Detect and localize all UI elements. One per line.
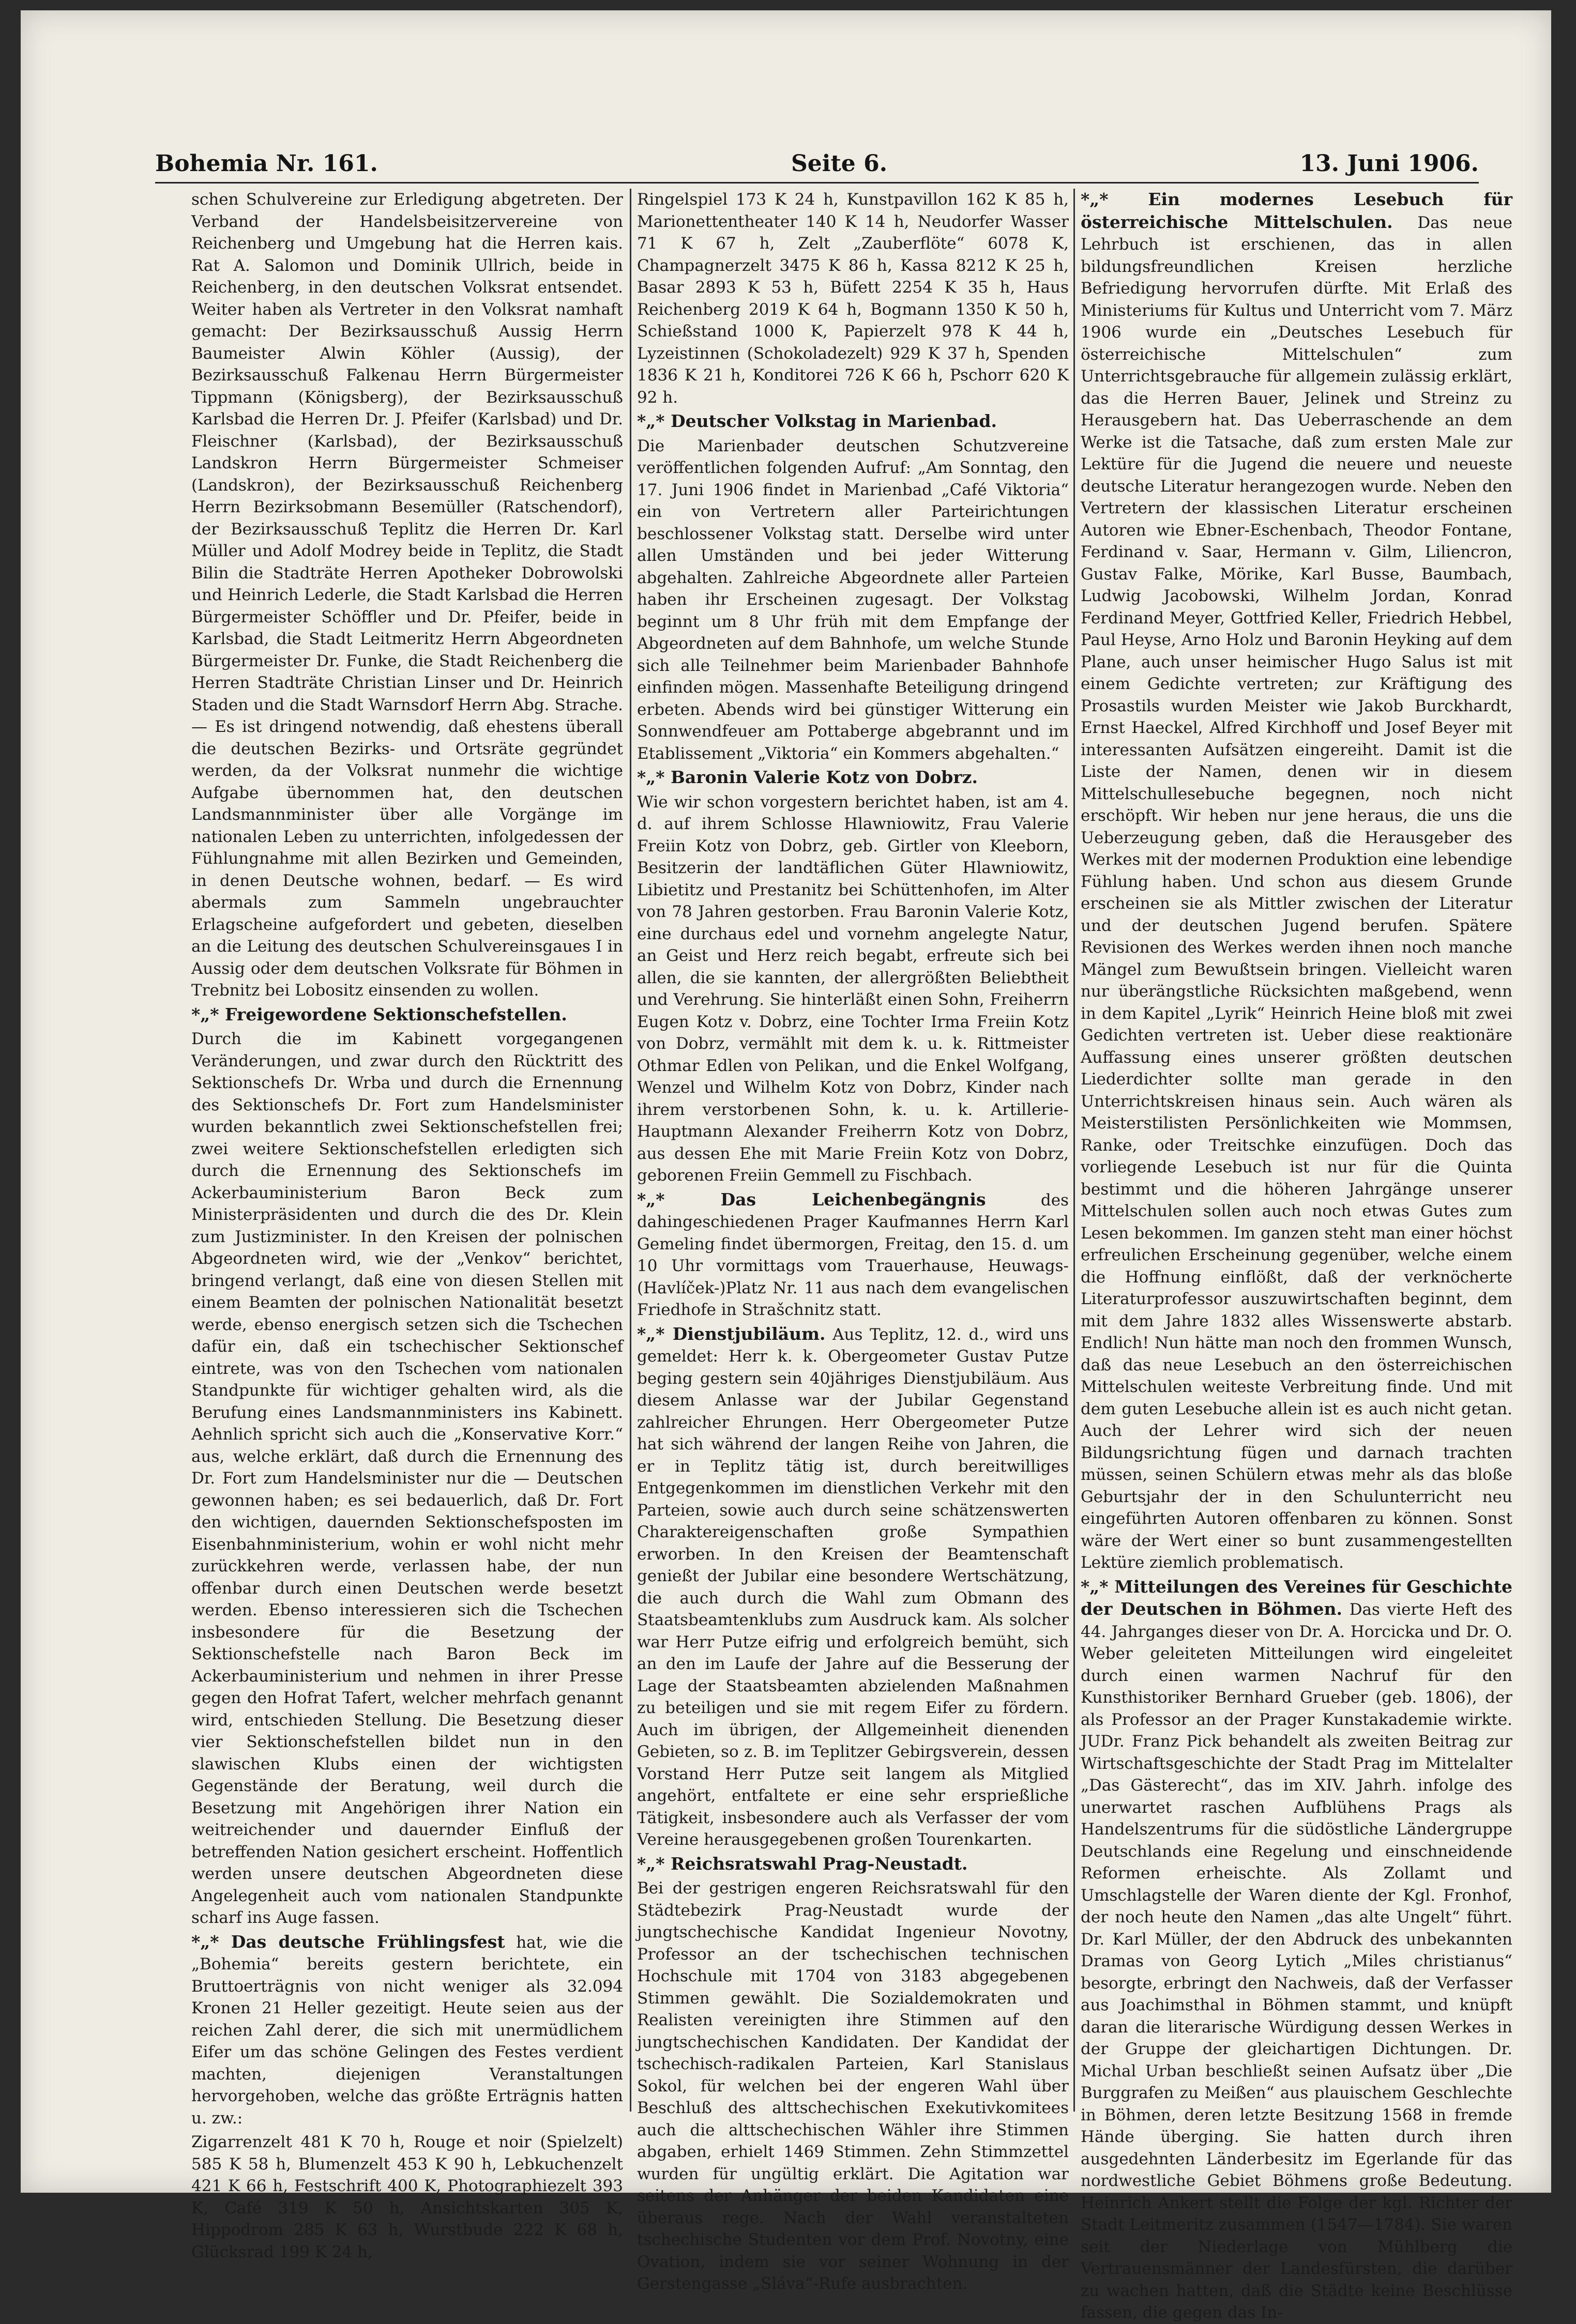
- article-paragraph: Aus Teplitz, 12. d., wird uns gemeldet: Herr k. k. Obergeometer Gustav Putze beging gestern sein 40jähriges Dienstjubiläum. Aus diesem Anlasse war der Jubilar Gegenstand zahlreicher Ehrungen. Herr Obergeometer Putze hat sich während der langen Reihe von Jahren, die er in Teplitz tätig ist, durch bereitwilliges Entgegenkommen im dienstlichen Verkehr mit den Parteien, sowie auch durch seine schätzenswerten Charaktereigenschaften große Sympathien erworben. In den Kreisen der Beamtenschaft genießt der Jubilar eine besondere Wertschätzung, die auch durch die Wahl zum Obmann des Staatsbeamtenklubs zum Ausdruck kam. Als solcher war Herr Putze eifrig und erfolgreich bemüht, sich an den im Laufe der Jahre auf die Besserung der Lage der Staatsbeamten abzielenden Maßnahmen zu beteiligen und sie mit regem Eifer zu fördern. Auch im übrigen, der Allgemeinheit dienenden Gebieten, so z. B. im Teplitzer Gebirgsverein, dessen Vorstand Herr Putze seit langem als Mitglied angehört, entfaltete er eine sehr ersprießliche Tätigkeit, insbesondere auch als Verfasser der vom Vereine herausgegebenen großen Tourenkarten.: [637, 1325, 1069, 1849]
- column-1: [191, 189, 623, 2261]
- article-heading: *„* Dienstjubiläum.: [637, 1323, 826, 1344]
- column-3: [1081, 189, 1512, 2322]
- article-paragraph: Das neue Lehrbuch ist erschienen, das in allen bildungsfreundlichen Kreisen herzliche Befriedigung hervorrufen dürfte. Mit Erlaß des Ministeriums für Kultus und Unterricht vom 7. März 1906 wurde ein „Deutsches Lesebuch für österreichische Mittelschulen“ zum Unterrichtsgebrauche für allgemein zulässig erklärt, das die Herren Bauer, Jelinek und Streinz zu Herausgebern hat. Das Ueberraschende an dem Werke ist die Tatsache, daß zum ersten Male zur Lektüre für die Jugend die neuere und neueste deutsche Literatur herangezogen wurde. Neben den Vertretern der klassischen Literatur erscheinen Autoren wie Ebner-Eschenbach, Theodor Fontane, Ferdinand v. Saar, Hermann v. Gilm, Liliencron, Gustav Falke, Mörike, Karl Busse, Baumbach, Ludwig Jacobowski, Wilhelm Jordan, Konrad Ferdinand Meyer, Gottfried Keller, Friedrich Hebbel, Paul Heyse, Arno Holz und Baronin Heyking auf dem Plane, auch unser heimischer Hugo Salus ist mit einem Gedichte vertreten; zur Kräftigung des Prosastils wurden Meister wie Jakob Burckhardt, Ernst Haeckel, Alfred Kirchhoff und Josef Beyer mit interessanten Aufsätzen eingereiht. Damit ist die Liste der Namen, denen wir in diesem Mittelschullesebuche begegnen, noch nicht erschöpft. Wir heben nur jene heraus, die uns die Ueberzeugung geben, daß die Herausgeber des Werkes mit der modernen Produktion eine lebendige Fühlung haben. Und schon aus diesem Grunde erscheinen sie als Mittler zwischen der Literatur und der deutschen Jugend berufen. Spätere Revisionen des Werkes werden ihnen noch manche Mängel zum Bewußtsein bringen. Vielleicht waren nur überängstliche Rücksichten maßgebend, wenn in dem Kapitel „Lyrik“ Heinrich Heine bloß mit zwei Gedichten vertreten ist. Ueber diese reaktionäre Auffassung eines unserer größten deutschen Liederdichter sollte man gerade in den Unterrichtskreisen hinaus sein. Auch wären als Meisterstilisten Persönlichkeiten wie Mommsen, Ranke, oder Treitschke einzufügen. Doch das vorliegende Lesebuch ist nur für die Quinta bestimmt und die höheren Jahrgänge unserer Mittelschulen sollen auch noch etwas Gutes zum Lesen bekommen. Im ganzen steht man einer höchst erfreulichen Erscheinung gegenüber, welche einem die Hoffnung einflößt, daß der verknöcherte Literaturprofessor auszuwirtschaften beginnt, dem mit dem Jahre 1832 alles Wissenswerte abstarb. Endlich! Nun hätte man noch den frommen Wunsch, daß das neue Lesebuch an den österreichischen Mittelschulen weiteste Verbreitung finde. Und mit dem guten Lesebuche allein ist es auch nicht getan. Auch der Lehrer wird sich der neuen Bildungsrichtung fügen und darnach trachten müssen, seinen Schülern etwas mehr als das bloße Geburtsjahr der in den Schulunterricht neu eingeführten Autoren offenbaren zu können. Sonst wäre der Wert einer so bunt zusammengestellten Lektüre ziemlich problematisch.: [1081, 213, 1512, 1572]
- article-heading: *„* Baronin Valerie Kotz von Dobrz.: [637, 767, 978, 787]
- masthead-issue: Bohemia Nr. 161.: [155, 150, 378, 177]
- column-divider: [630, 189, 631, 2112]
- article-heading: *„* Freigewordene Sektionschefstellen.: [191, 1004, 567, 1025]
- article-heading: *„* Deutscher Volkstag in Marienbad.: [637, 411, 997, 431]
- issue-date: 13. Juni 1906.: [1299, 150, 1479, 177]
- article-paragraph: schen Schulvereine zur Erledigung abgetreten. Der Verband der Handelsbeisitzervereine von Reichenberg und Umgebung hat die Herren kais. Rat A. Salomon und Dominik Ullrich, beide in Reichenberg, in den deutschen Volksrat entsendet. Weiter haben als Vertreter in den Volksrat namhaft gemacht: Der Bezirksausschuß Aussig Herrn Baumeister Alwin Köhler (Aussig), der Bezirksausschuß Falkenau Herrn Bürgermeister Tippmann (Königsberg), der Bezirksausschuß Karlsbad die Herren Dr. J. Pfeifer (Karlsbad) und Dr. Fleischner (Karlsbad), der Bezirksausschuß Landskron Herrn Bürgermeister Schmeiser (Landskron), der Bezirksausschuß Reichenberg Herrn Bezirksobmann Besemüller (Ratschendorf), der Bezirksausschuß Teplitz die Herren Dr. Karl Müller und Adolf Modrey beide in Teplitz, die Stadt Bilin die Stadträte Herren Apotheker Dobrowolski und Heinrich Lederle, die Stadt Karlsbad die Herren Bürgermeister Schöffler und Dr. Pfeifer, beide in Karlsbad, die Stadt Leitmeritz Herrn Abgeordneten Bürgermeister Dr. Funke, die Stadt Reichenberg die Herren Stadträte Christian Linser und Dr. Heinrich Staden und die Stadt Warnsdorf Herrn Abg. Strache. — Es ist dringend notwendig, daß ehestens überall die deutschen Bezirks- und Ortsräte gegründet werden, da der Volksrat nunmehr die wichtige Aufgabe übernommen hat, den deutschen Landsmannminister über alle Vorgänge im nationalen Leben zu unterrichten, infolgedessen der Fühlungnahme mit allen Bezirken und Gemeinden, in denen Deutsche wohnen, bedarf. — Es wird abermals zum Sammeln ungebrauchter Erlagscheine aufgefordert und gebeten, dieselben an die Leitung des deutschen Schulvereinsgaues I in Aussig oder dem deutschen Volksrate für Böhmen in Trebnitz bei Lobositz einsenden zu wollen.: [191, 190, 623, 1000]
- page-header: [155, 146, 1479, 184]
- page-number: Seite 6.: [791, 150, 888, 177]
- article-paragraph: Ringelspiel 173 K 24 h, Kunstpavillon 162 K 85 h, Marionettentheater 140 K 14 h, Neudorfer Wasser 71 K 67 h, Zelt „Zauberflöte“ 6078 K, Champagnerzelt 3475 K 86 h, Kassa 8212 K 25 h, Basar 2893 K 53 h, Büfett 2254 K 35 h, Haus Reichenberg 2019 K 64 h, Bogmann 1350 K 50 h, Schießstand 1000 K, Papierzelt 978 K 44 h, Lyzeistinnen (Schokoladezelt) 929 K 37 h, Spenden 1836 K 21 h, Konditorei 726 K 66 h, Pschorr 620 K 92 h.: [637, 190, 1069, 407]
- article-heading: *„* Das Leichenbegängnis: [637, 1189, 986, 1210]
- column-2: [637, 189, 1069, 2293]
- article-paragraph: hat, wie die „Bohemia“ bereits gestern berichtete, ein Bruttoerträgnis von nicht weniger als 32.094 Kronen 21 Heller gezeitigt. Heute seien aus der reichen Zahl derer, die sich mit unermüdlichem Eifer um das schöne Gelingen des Festes verdient machten, diejenigen Veranstaltungen hervorgehoben, welche das größte Erträgnis hatten u. zw.:: [191, 1933, 623, 2128]
- article-paragraph: Bei der gestrigen engeren Reichsratswahl für den Städtebezirk Prag-Neustadt wurde der jungtschechische Kandidat Ingenieur Novotny, Professor an der tschechischen technischen Hochschule mit 1704 von 3183 abgegebenen Stimmen gewählt. Die Sozialdemokraten und Realisten vereinigten ihre Stimmen auf den jungtschechischen Kandidaten. Der Kandidat der tschechisch-radikalen Parteien, Karl Stanislaus Sokol, für welchen bei der engeren Wahl über Beschluß des alttschechischen Exekutivkomitees auch die alttschechischen Wähler ihre Stimmen abgaben, erhielt 1469 Stimmen. Zehn Stimmzettel wurden für ungültig erklärt. Die Agitation war seitens der Anhänger der beiden Kandidaten eine überaus rege. Nach der Wahl veranstalteten tschechische Studenten vor dem Prof. Novotny, eine Ovation, indem sie vor seiner Wohnung in der Gerstengasse „Sláva“-Rufe ausbrachten.: [637, 1879, 1069, 2293]
- column-divider: [1073, 189, 1075, 2112]
- article-paragraph: Das vierte Heft des 44. Jahrganges dieser von Dr. A. Horcicka und Dr. O. Weber geleiteten Mitteilungen wird eingeleitet durch einen warmen Nachruf für den Kunsthistoriker Bernhard Grueber (geb. 1806), der als Professor an der Prager Kunstakademie wirkte. JUDr. Franz Pick behandelt als zweiten Beitrag zur Wirtschaftsgeschichte der Stadt Prag im Mittelalter „Das Gästerecht“, das im XIV. Jahrh. infolge des unerwartet raschen Aufblühens Prags als Handelszentrums für die südöstliche Ländergruppe Deutschlands eine Regelung und einschneidende Reformen erheischte. Als Zollamt und Umschlagstelle der Waren diente der Kgl. Fronhof, der noch heute den Namen „das alte Ungelt“ führt. Dr. Karl Müller, der den Abdruck des unbekannten Dramas von Georg Lytich „Miles christianus“ besorgte, erbringt den Nachweis, daß der Verfasser aus Joachimsthal in Böhmen stammt, und knüpft daran die literarische Würdigung dessen Werkes in der Gruppe der gleichartigen Dichtungen. Dr. Michal Urban beschließt seinen Aufsatz über „Die Burggrafen zu Meißen“ aus plauischem Geschlechte in Böhmen, deren letzte Besitzung 1568 in fremde Hände überging. Sie hatten durch ihren ausgedehnten Länderbesitz im Egerlande für das nordwestliche Gebiet Böhmens große Bedeutung. Heinrich Ankert stellt die Folge der kgl. Richter der Stadt Leitmeritz zusammen (1547—1784). Sie waren seit der Niederlage von Mühlberg die Vertrauensmänner der Landesfürsten, die darüber zu wachen hatten, daß die Städte keine Beschlüsse fassen, die gegen das In-: [1081, 1600, 1512, 2322]
- article-heading: *„* Das deutsche Frühlingsfest: [191, 1931, 505, 1952]
- article-paragraph: Wie wir schon vorgestern berichtet haben, ist am 4. d. auf ihrem Schlosse Hlawniowitz, Frau Valerie Freiin Kotz von Dobrz, geb. Girtler von Kleeborn, Besitzerin der landtäflichen Güter Hlawniowitz, Libietitz und Prestanitz bei Schüttenhofen, im Alter von 78 Jahren gestorben. Frau Baronin Valerie Kotz, eine durchaus edel und vornehm angelegte Natur, an Geist und Herz reich begabt, erfreute sich bei allen, die sie kannten, der allergrößten Beliebtheit und Verehrung. Sie hinterläßt einen Sohn, Freiherrn Eugen Kotz v. Dobrz, eine Tochter Irma Freiin Kotz von Dobrz, vermählt mit dem k. u. k. Rittmeister Othmar Edlen von Pelikan, und die Enkel Wolfgang, Wenzel und Wilhelm Kotz von Dobrz, Kinder nach ihrem verstorbenen Sohn, k. u. k. Artillerie-Hauptmann Alexander Freiherrn Kotz von Dobrz, aus dessen Ehe mit Marie Freiin Kotz von Dobrz, geborenen Freiin Gemmell zu Fischbach.: [637, 792, 1069, 1185]
- article-heading: *„* Ein modernes Lesebuch für österreichische Mittelschulen.: [1081, 189, 1512, 232]
- article-heading: *„* Mitteilungen des Vereines für Geschichte der Deutschen in Böhmen.: [1081, 1576, 1512, 1619]
- article-paragraph: Die Marienbader deutschen Schutzvereine veröffentlichen folgenden Aufruf: „Am Sonntag, den 17. Juni 1906 findet in Marienbad „Café Viktoria“ ein von Vertretern aller Parteirichtungen beschlossener Volkstag statt. Derselbe wird unter allen Umständen und bei jeder Witterung abgehalten. Zahlreiche Abgeordnete aller Parteien haben ihr Erscheinen zugesagt. Der Volkstag beginnt um 8 Uhr früh mit dem Empfange der Abgeordneten auf dem Bahnhofe, um welche Stunde sich alle Teilnehmer beim Marienbader Bahnhofe einfinden mögen. Massenhafte Beteiligung dringend erbeten. Abends wird bei günstiger Witterung ein Sonnwendfeuer am Pottaberge abgebrannt und im Etablissement „Viktoria“ ein Kommers abgehalten.“: [637, 436, 1069, 763]
- article-heading: *„* Reichsratswahl Prag-Neustadt.: [637, 1853, 968, 1874]
- article-paragraph: des dahingeschiedenen Prager Kaufmannes Herrn Karl Gemeling findet übermorgen, Freitag, den 15. d. um 10 Uhr vormittags vom Trauerhause, Heuwags-(Havlíček-)Platz Nr. 11 aus nach dem evangelischen Friedhofe in Strašchnitz statt.: [637, 1190, 1069, 1319]
- article-paragraph: Durch die im Kabinett vorgegangenen Veränderungen, und zwar durch den Rücktritt des Sektionschefs Dr. Wrba und durch die Ernennung des Sektionschefs Dr. Fort zum Handelsminister wurden bekanntlich zwei Sektionschefstellen frei; zwei weitere Sektionschefstellen erledigten sich durch die Ernennung des Sektionschefs im Ackerbauministerium Baron Beck zum Ministerpräsidenten und durch die des Dr. Klein zum Justizminister. In den Kreisen der polnischen Abgeordneten wird, wie der „Venkov“ berichtet, bringend verlangt, daß eine von diesen Stellen mit einem Beamten der polnischen Nationalität besetzt werde, ebenso energisch setzen sich die Tschechen dafür ein, daß ein tschechischer Sektionschef eintrete, was von den Tschechen vom nationalen Standpunkte für wichtiger gehalten wird, als die Berufung eines Landsmannministers ins Kabinett. Aehnlich spricht sich auch die „Konservative Korr.“ aus, welche erklärt, daß durch die Ernennung des Dr. Fort zum Handelsminister nur die — Deutschen gewonnen haben; es sei bedauerlich, daß Dr. Fort den wichtigen, dauernden Sektionschefsposten im Eisenbahnministerium, wohin er wohl nicht mehr zurückkehren werde, verlassen habe, der nun offenbar durch einen Deutschen werde besetzt werden. Ebenso interessieren sich die Tschechen insbesondere für die Besetzung der Sektionschefstelle nach Baron Beck im Ackerbauministerium und nehmen in ihrer Presse gegen den Hofrat Tafert, welcher mehrfach genannt wird, entschieden Stellung. Die Besetzung dieser vier Sektionschefstellen bildet nun in den slawischen Klubs einen der wichtigsten Gegenstände der Beratung, weil durch die Besetzung mit Angehörigen ihrer Nation ein weitreichender und dauernder Einfluß der betreffenden Nation gesichert erscheint. Hoffentlich werden unsere deutschen Abgeordneten diese Angelegenheit auch vom nationalen Standpunkte scharf ins Auge fassen.: [191, 1030, 623, 1927]
- newspaper-page: [21, 10, 1551, 2322]
- article-paragraph: Zigarrenzelt 481 K 70 h, Rouge et noir (Spielzelt) 585 K 58 h, Blumenzelt 453 K 90 h, Lebkuchenzelt 421 K 66 h, Festschrift 400 K, Photographiezelt 393 K, Café 319 K 50 h, Ansichtskarten 305 K, Hippodrom 285 K 63 h, Wurstbude 222 K 68 h, Glücksrad 199 K 24 h,: [191, 2133, 623, 2261]
